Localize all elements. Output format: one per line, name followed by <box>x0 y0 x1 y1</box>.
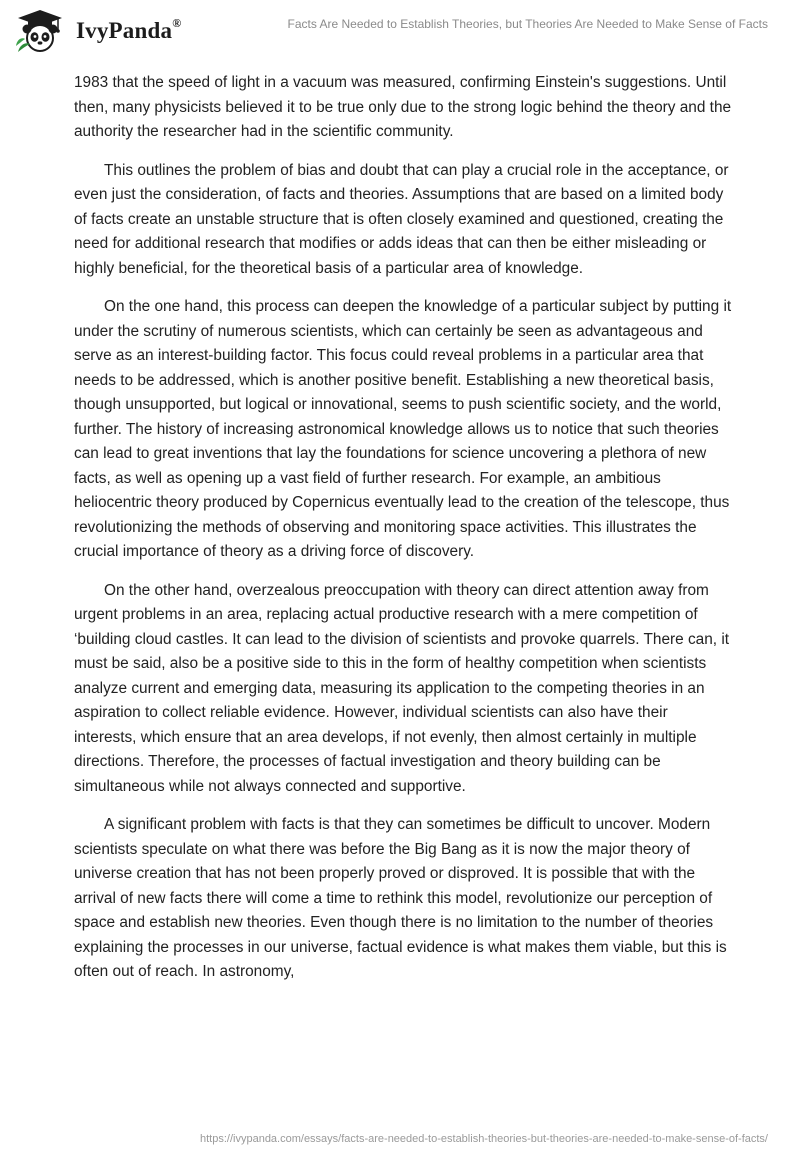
essay-body <box>74 71 734 999</box>
panda-logo-icon <box>14 8 66 54</box>
paragraph-continuation: 1983 that the speed of light in a vacuum was measured, confirming Einstein's suggestions. Until then, many physicists believed it to be true only due to the strong logic behind the theory and the authority the researcher had in the scientific community. <box>74 74 732 140</box>
document-title: Facts Are Needed to Establish Theories, but Theories Are Needed to Make Sense of Facts <box>287 17 768 31</box>
paragraph: A significant problem with facts is that they can sometimes be difficult to uncover. Modern scientists speculate on what there was before the Big Bang as it is now the major theory of universe creation that has not been properly proved or disproved. It is possible that with the arrival of new facts there will come a time to rethink this model, revolutionize our perception of space and establish new theories. Even though there is no limitation to the number of theories explaining the processes in our universe, factual evidence is what makes them viable, but this is often out of reach. In astronomy, <box>74 816 727 980</box>
paragraph: On the one hand, this process can deepen the knowledge of a particular subject by putting it under the scrutiny of numerous scientists, which can certainly be seen as advantageous and serve as an interest-building factor. This focus could reveal problems in a particular area that needs to be addressed, which is another positive benefit. Establishing a new theoretical basis, though unsupported, but logical or innovational, seems to push scientific society, and the world, further. The history of increasing astronomical knowledge allows us to notice that such theories can lead to great inventions that lay the foundations for science uncovering a plethora of new facts, as well as opening up a vast field of further research. For example, an ambitious heliocentric theory produced by Copernicus eventually lead to the creation of the telescope, thus revolutionizing the methods of observing and monitoring space activities. This illustrates the crucial importance of theory as a driving force of discovery. <box>74 298 732 560</box>
brand-logo[interactable] <box>14 8 214 54</box>
page-header <box>0 0 800 64</box>
brand-name: IvyPanda® <box>76 16 182 43</box>
paragraph: This outlines the problem of bias and doubt that can play a crucial role in the acceptance, or even just the consideration, of facts and theories. Assumptions that are based on a limited body of facts create an unstable structure that is often closely examined and questioned, creating the need for additional research that modifies or adds ideas that can then be either misleading or highly beneficial, for the theoretical basis of a particular area of knowledge. <box>74 161 729 277</box>
registered-mark: ® <box>172 16 182 30</box>
source-url-link[interactable]: https://ivypanda.com/essays/facts-are-needed-to-establish-theories-but-theories-are-needed-to-make-sense-of-facts/ <box>200 1133 768 1145</box>
paragraph: On the other hand, overzealous preoccupation with theory can direct attention away from urgent problems in an area, replacing actual productive research with a mere competition of ‘building cloud castles. It can lead to the division of scientists and provoke quarrels. There can, it must be said, also be a positive side to this in the form of healthy competition when scientists analyze current and emerging data, measuring its application to the competing theories in an aspiration to collect reliable evidence. However, individual scientists can also have their interests, which ensure that an area develops, if not evenly, then almost certainly in multiple directions. Therefore, the processes of factual investigation and theory building can be simultaneous while not always connected and supportive. <box>74 581 730 795</box>
